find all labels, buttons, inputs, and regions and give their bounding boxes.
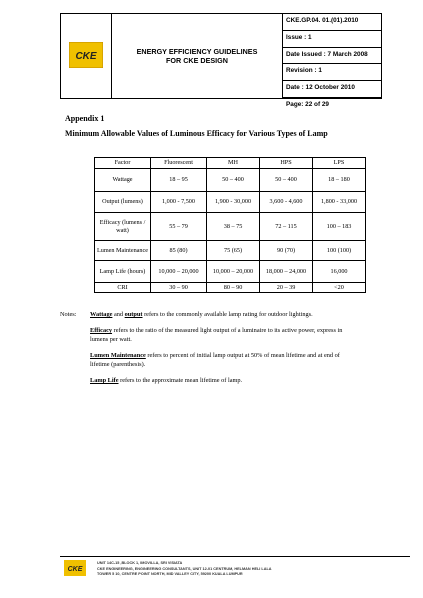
notes-section	[60, 311, 360, 393]
table-cell: 18 – 95	[151, 169, 207, 192]
footer-line: CKE ENGINEERING, ENGINEERING CONSULTANTS, UNIT 12-01 CENTRUM, HELMAN HELI LALA	[97, 566, 272, 571]
note-text: refers to the ratio of the measured light output of a luminaire to its active power, express in lumens per watt.	[90, 327, 343, 343]
note-wattage-output	[90, 311, 360, 319]
table-cell: 38 – 75	[207, 213, 260, 241]
table-cell: 100 – 183	[313, 213, 366, 241]
lamp-efficacy-table	[94, 157, 366, 293]
table-cell: Lamp Life (hours)	[95, 261, 151, 283]
table-header-cell: MH	[207, 158, 260, 169]
footer-divider	[60, 556, 410, 557]
table-row	[95, 213, 366, 241]
table-cell: <20	[313, 283, 366, 293]
header-title	[112, 14, 283, 98]
note-term: output	[124, 311, 143, 318]
company-logo	[69, 42, 103, 68]
note-term: Lamp Life	[90, 377, 119, 385]
table-cell: 1,900 - 30,000	[207, 192, 260, 213]
document-header	[60, 13, 382, 108]
footer-logo-text: CKE	[67, 566, 83, 573]
table-row	[95, 241, 366, 261]
table-cell: 72 – 115	[260, 213, 313, 241]
note-lumen-maintenance	[90, 352, 360, 369]
doc-code: CKE.GP.04. 01.(01).2010	[283, 14, 381, 31]
table-cell: Output (lumens)	[95, 192, 151, 213]
header-title-line2: FOR CKE DESIGN	[166, 56, 228, 65]
table-cell: 1,000 - 7,500	[151, 192, 207, 213]
footer-logo	[64, 560, 86, 576]
table-cell: 85 (80)	[151, 241, 207, 261]
table-row	[95, 192, 366, 213]
revision-date: Date : 12 October 2010	[283, 81, 381, 98]
logo-text: CKE	[75, 51, 97, 62]
table-cell: 50 – 400	[260, 169, 313, 192]
table-cell: 16,000	[313, 261, 366, 283]
table-cell: 10,000 – 20,000	[207, 261, 260, 283]
table-cell: 90 (70)	[260, 241, 313, 261]
table-header-row	[95, 158, 366, 169]
note-lamp-life	[90, 377, 360, 385]
table-cell: 18,000 – 24,000	[260, 261, 313, 283]
table-header-cell: Fluorescent	[151, 158, 207, 169]
table-header-cell: Factor	[95, 158, 151, 169]
note-text: refers to the commonly available lamp rating for outdoor lightings.	[144, 311, 313, 318]
table-cell: 20 – 39	[260, 283, 313, 293]
table-cell: 1,800 - 33,000	[313, 192, 366, 213]
table-cell: 10,000 – 20,000	[151, 261, 207, 283]
note-term: Efficacy	[90, 327, 113, 335]
revision: Revision : 1	[283, 64, 381, 81]
table-header-cell: LPS	[313, 158, 366, 169]
table-cell: 30 – 90	[151, 283, 207, 293]
header-meta	[283, 14, 381, 108]
table-cell: Lumen Maintenance	[95, 241, 151, 261]
footer-line: TOWER 5 10, CENTRE POINT NORTH, MID VALLEY CITY, 59200 KUALA LUMPUR	[97, 572, 243, 576]
note-text: refers to the approximate mean lifetime of lamp.	[120, 377, 243, 385]
table-cell: Efficacy (lumens / watt)	[95, 213, 151, 241]
table-header-cell: HPS	[260, 158, 313, 169]
table-cell: 75 (65)	[207, 241, 260, 261]
issue: Issue : 1	[283, 31, 381, 48]
note-term: Lumen Maintenance	[90, 352, 146, 360]
table-cell: 50 – 400	[207, 169, 260, 192]
table-cell: Wattage	[95, 169, 151, 192]
appendix-title: Appendix 1	[65, 114, 105, 123]
header-title-line1: ENERGY EFFICIENCY GUIDELINES	[136, 47, 258, 56]
table-cell: 3,600 - 4,600	[260, 192, 313, 213]
table-cell: 80 – 90	[207, 283, 260, 293]
table-cell: 55 – 79	[151, 213, 207, 241]
notes-label: Notes:	[60, 311, 77, 318]
note-term: Wattage	[90, 311, 113, 318]
table-row	[95, 169, 366, 192]
page-number: Page: 22 of 29	[286, 100, 329, 108]
note-text: and	[113, 311, 124, 318]
table-row	[95, 261, 366, 283]
section-title: Minimum Allowable Values of Luminous Efficacy for Various Types of Lamp	[65, 129, 328, 138]
table-cell: CRI	[95, 283, 151, 293]
date-issued: Date Issued : 7 March 2008	[283, 48, 381, 65]
footer-address	[97, 561, 272, 578]
logo-cell	[61, 14, 112, 98]
table-cell: 18 – 180	[313, 169, 366, 192]
note-efficacy	[90, 327, 360, 344]
footer-line: UNIT 14C-15 ,BLOCK 1, IMOVILLA, SRI VISIATA	[97, 561, 183, 565]
note-text: refers to percent of initial lamp output at 50% of mean lifetime and at end of lifetime (parenthesis).	[90, 352, 340, 368]
table-cell: 100 (100)	[313, 241, 366, 261]
table-row	[95, 283, 366, 293]
